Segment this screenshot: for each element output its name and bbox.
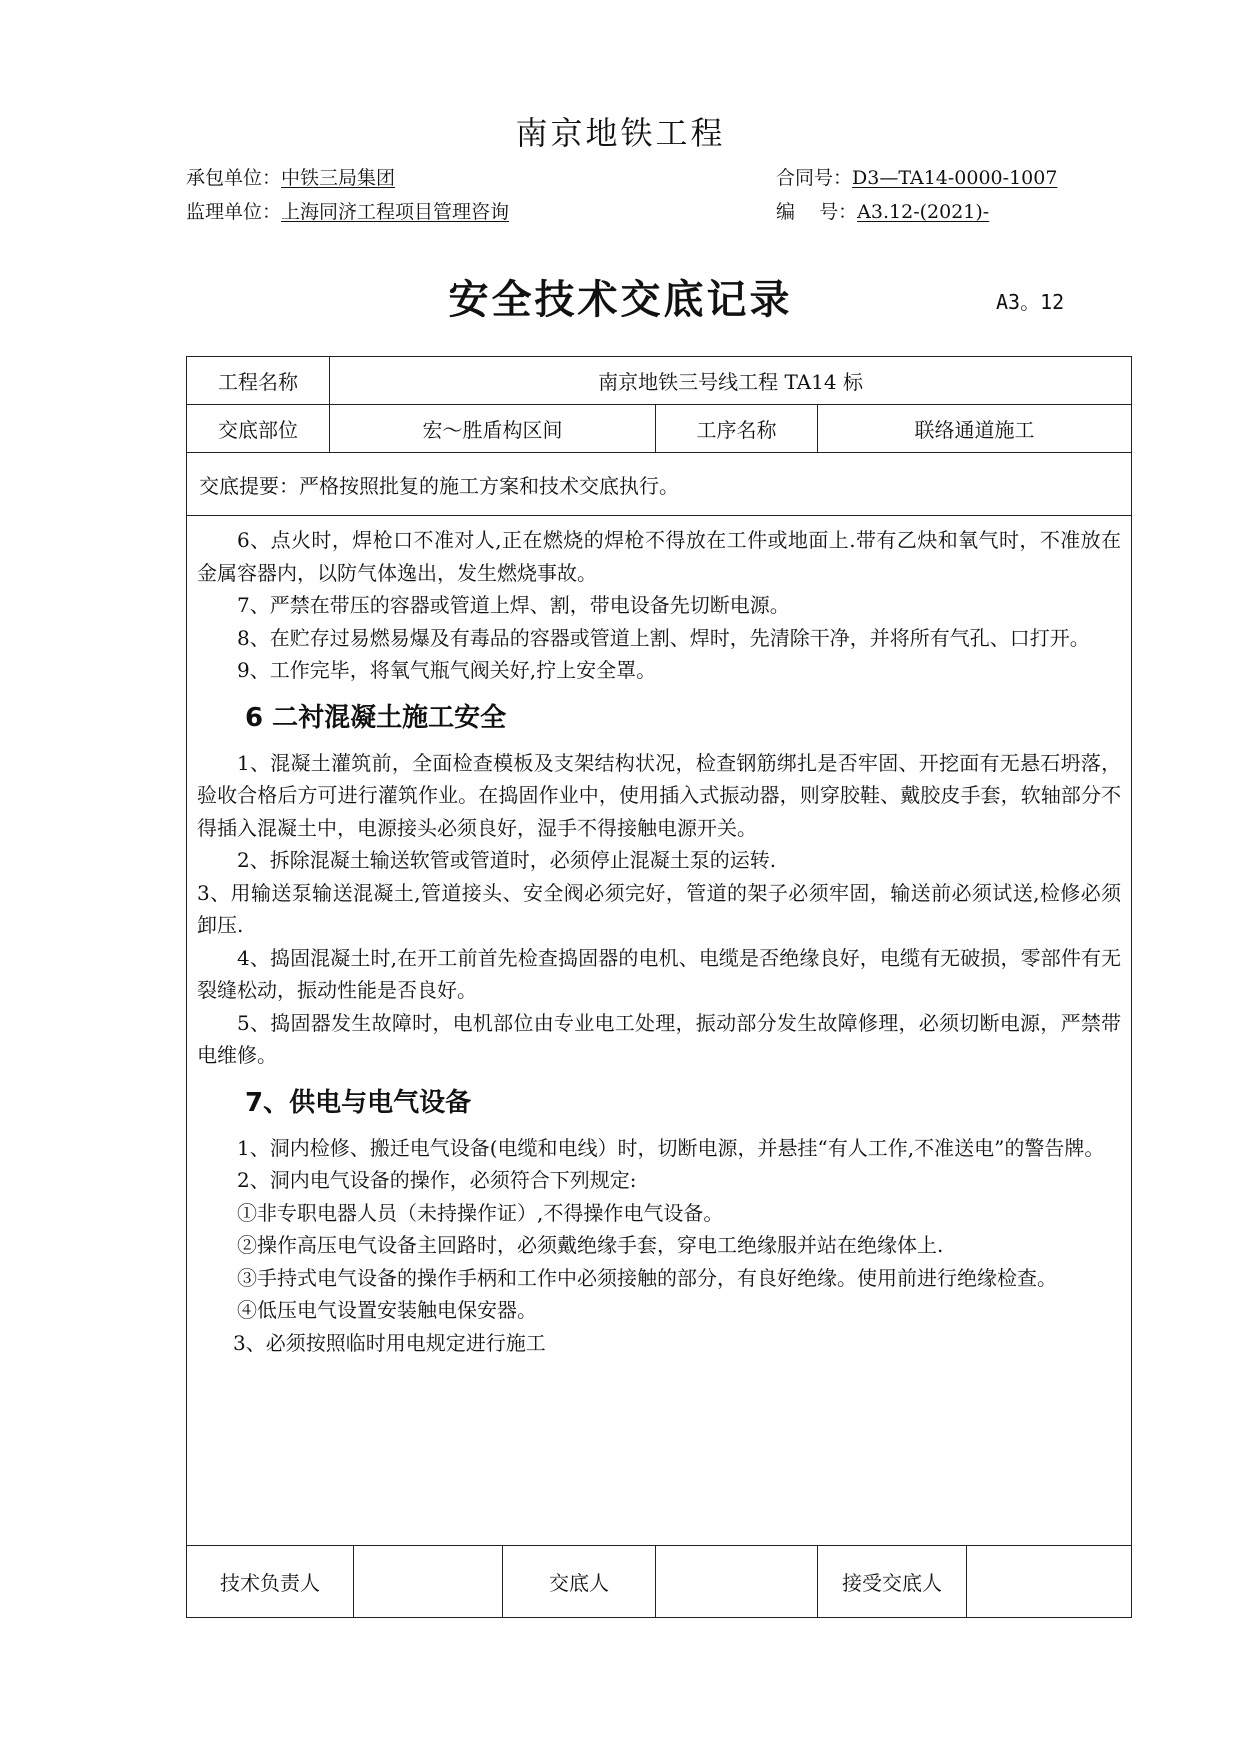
paragraph: 7、严禁在带压的容器或管道上焊、割，带电设备先切断电源。 <box>237 593 790 617</box>
paragraph: 9、工作完毕，将氧气瓶气阀关好,拧上安全罩。 <box>237 658 657 682</box>
section-heading: 6 二衬混凝土施工安全 <box>245 702 507 733</box>
signature-label-presenter: 交底人 <box>503 1546 656 1618</box>
contractor-line <box>186 166 395 190</box>
contract-label: 合同号： <box>776 167 853 189</box>
paragraph: 2、洞内电气设备的操作，必须符合下列规定: <box>237 1168 637 1192</box>
signature-field-tech-lead[interactable] <box>354 1546 503 1618</box>
signature-label-tech-lead: 技术负责人 <box>187 1546 354 1618</box>
location-label: 交底部位 <box>187 405 330 453</box>
contract-line <box>776 166 1057 190</box>
supervisor-value: 上海同济工程项目管理咨询 <box>281 201 510 223</box>
process-value: 联络通道施工 <box>818 405 1132 453</box>
supervisor-line <box>186 200 509 224</box>
number-line <box>776 200 989 224</box>
location-value: 宏～胜盾构区间 <box>330 405 656 453</box>
contract-value: D3—TA14-0000-1007 <box>852 167 1058 189</box>
form-code: A3。12 <box>996 290 1065 314</box>
document-title: 安全技术交底记录 <box>448 277 793 323</box>
number-label: 编 号： <box>776 201 858 223</box>
project-title: 南京地铁工程 <box>515 114 726 152</box>
record-table <box>186 356 1132 1618</box>
list-item: ①非专职电器人员（未持操作证）,不得操作电气设备。 <box>237 1200 724 1225</box>
contractor-value: 中铁三局集团 <box>281 167 396 189</box>
paragraph: 6、点火时，焊枪口不准对人,正在燃烧的焊枪不得放在工件或地面上.带有乙炔和氧气时，不准放在金属容器内，以防气体逸出，发生燃烧事故。 <box>197 528 1122 585</box>
paragraph: 8、在贮存过易燃易爆及有毒品的容器或管道上割、焊时，先清除干净，并将所有气孔、口打开。 <box>237 625 1090 650</box>
number-value: A3.12-(2021)- <box>857 201 990 223</box>
paragraph: 1、混凝土灌筑前，全面检查模板及支架结构状况，检查钢筋绑扎是否牢固、开挖面有无悬石坍落，验收合格后方可进行灌筑作业。在捣固作业中，使用插入式振动器，则穿胶鞋、戴胶皮手套，软轴部分不得插入混凝土中，电源接头必须良好，湿手不得接触电源开关。 <box>197 750 1122 840</box>
paragraph: 5、捣固器发生故障时，电机部位由专业电工处理，振动部分发生故障修理，必须切断电源，严禁带电维修。 <box>197 1010 1122 1067</box>
paragraph: 1、洞内检修、搬迁电气设备(电缆和电线）时，切断电源，并悬挂“有人工作,不准送电”的警告牌。 <box>237 1135 1105 1160</box>
signature-label-receiver: 接受交底人 <box>818 1546 967 1618</box>
signature-field-presenter[interactable] <box>656 1546 818 1618</box>
project-name-label: 工程名称 <box>187 357 330 405</box>
content-cell <box>187 516 1132 1546</box>
paragraph: 4、捣固混凝土时,在开工前首先检查捣固器的电机、电缆是否绝缘良好，电缆有无破损，零部件有无裂缝松动，振动性能是否良好。 <box>197 945 1122 1002</box>
paragraph: 2、拆除混凝土输送软管或管道时，必须停止混凝土泵的运转. <box>237 848 777 872</box>
process-label: 工序名称 <box>656 405 818 453</box>
summary: 交底提要：严格按照批复的施工方案和技术交底执行。 <box>187 453 1132 516</box>
list-item: ②操作高压电气设备主回路时，必须戴绝缘手套，穿电工绝缘服并站在绝缘体上. <box>237 1233 944 1257</box>
paragraph: 3、用输送泵输送混凝土,管道接头、安全阀必须完好，管道的架子必须牢固，输送前必须试送,检修必须卸压. <box>197 880 1122 937</box>
paragraph: 3、必须按照临时用电规定进行施工 <box>233 1330 546 1355</box>
list-item: ④低压电气设置安装触电保安器。 <box>237 1298 537 1322</box>
section-heading: 7、供电与电气设备 <box>245 1087 472 1118</box>
contractor-label: 承包单位： <box>186 167 282 189</box>
project-name-value: 南京地铁三号线工程 TA14 标 <box>330 357 1132 405</box>
list-item: ③手持式电气设备的操作手柄和工作中必须接触的部分，有良好绝缘。使用前进行绝缘检查。 <box>237 1265 1057 1290</box>
signature-field-receiver[interactable] <box>967 1546 1132 1618</box>
supervisor-label: 监理单位： <box>186 201 282 223</box>
